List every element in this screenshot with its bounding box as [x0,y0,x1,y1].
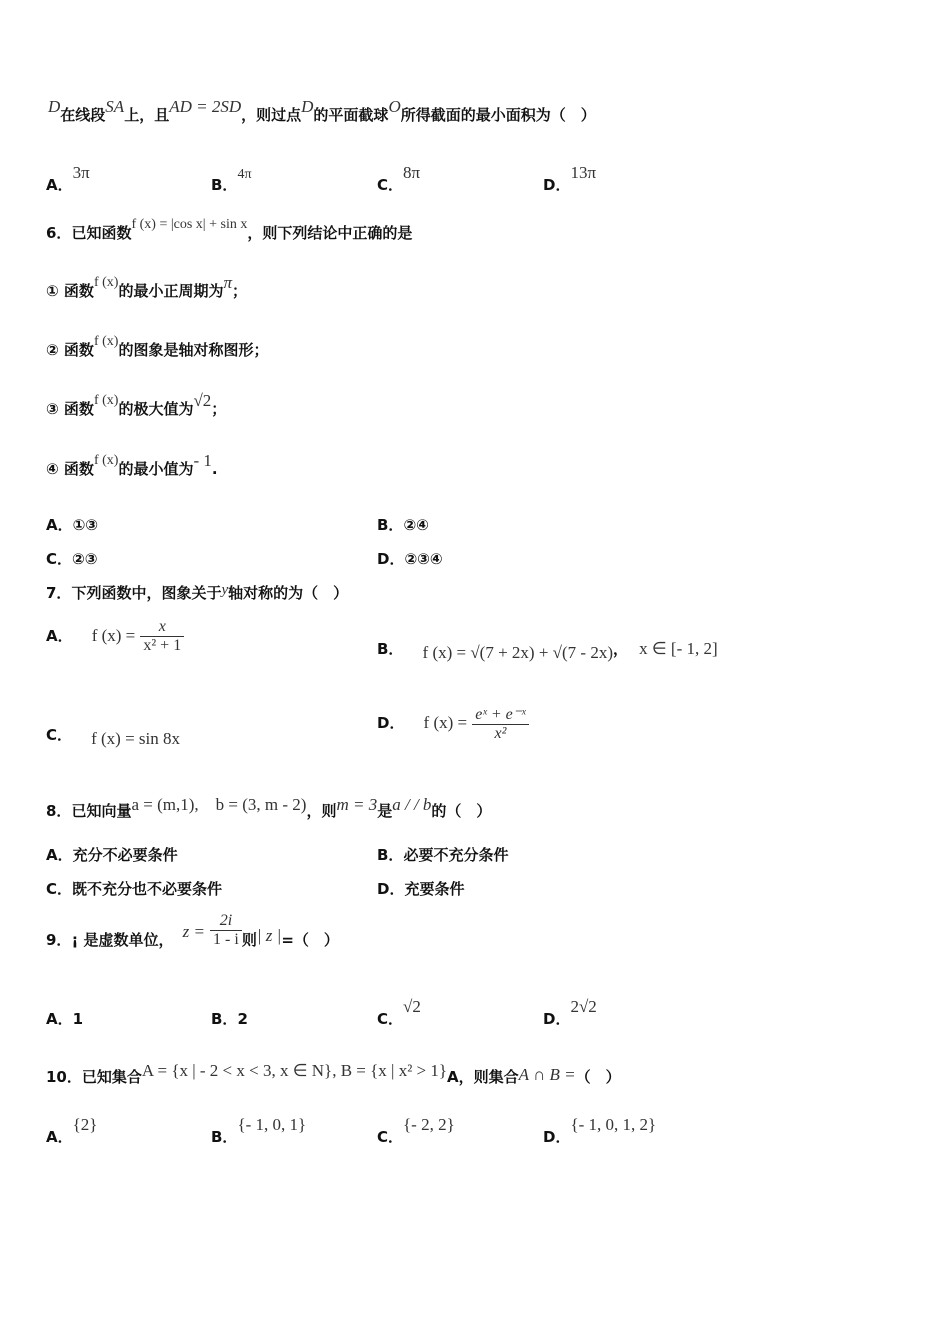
statement-text: 的图象是轴对称图形； [118,341,269,359]
q6-option-b[interactable] [377,514,429,535]
option-value: ②③ [72,550,98,568]
q5-option-d[interactable] [543,162,597,194]
math-function: f (x) [93,393,119,408]
statement-prefix: ② 函数 [46,341,94,359]
q10-option-b[interactable] [211,1114,307,1146]
statement-end: ； [231,282,247,300]
option-label: A． [46,176,73,194]
q6-text: ，则下列结论中正确的是 [247,224,413,242]
math-segment: SA [105,97,125,116]
math-value: √2 [193,391,212,410]
q9-option-d[interactable] [543,996,597,1028]
q7-text: 下列函数中，图象关于 [71,584,222,602]
question-number: 8． [46,802,72,820]
q5-stem [48,97,596,125]
option-value: 13π [570,163,597,182]
q9-option-c[interactable] [377,996,421,1028]
option-value: 充要条件 [404,880,465,898]
q10-text: （ ） [575,1068,621,1086]
q8-text: 的（ ） [431,802,492,820]
math-domain: x ∈ [- 1, 2] [639,639,718,658]
q5-option-b[interactable] [211,162,252,194]
option-label: C． [377,1128,404,1146]
option-label: B． [377,516,404,534]
q5-option-c[interactable] [377,162,421,194]
q7-option-b[interactable] [377,638,718,662]
fraction-numerator: x [158,618,166,635]
option-value: 4π [237,167,252,182]
option-label: A． [46,846,73,864]
statement-end: ； [211,400,227,418]
math-point: D [301,97,314,116]
math-intersection: A ∩ B = [518,1065,576,1084]
option-label: A． [46,627,73,645]
q8-option-d[interactable] [377,878,464,899]
q6-statement-1 [46,273,247,301]
option-label: D． [543,176,571,194]
q10-text: A，则集合 [447,1068,519,1086]
math-function: f (x) [93,334,119,349]
option-label: B． [377,640,404,658]
q7-option-d[interactable] [377,704,529,743]
math-fraction [472,704,528,743]
q9-text: =（ ） [281,931,339,949]
statement-text: 的极大值为 [118,400,194,418]
option-value: ②④ [403,516,429,534]
option-label: D． [377,714,405,732]
math-fraction [210,912,242,949]
q10-option-a[interactable] [46,1114,98,1146]
math-value: π [223,273,232,292]
math-function: f (x) = sin 8x [91,729,181,748]
question-number: 9． [46,931,72,949]
q5-option-a[interactable] [46,162,90,194]
option-value: {2} [72,1115,98,1134]
option-value: 充分不必要条件 [72,846,178,864]
statement-text: 的最小值为 [118,460,194,478]
option-label: D． [377,880,405,898]
q9-text: ¡ 是虚数单位， [71,931,174,949]
option-value: {- 2, 2} [403,1115,455,1134]
option-value: {- 1, 0, 1} [237,1115,307,1134]
math-fraction [140,618,184,655]
option-label: A． [46,1010,73,1028]
q10-option-c[interactable] [377,1114,455,1146]
statement-text: 的最小正周期为 [118,282,224,300]
option-label: C． [46,880,73,898]
q9-stem [46,912,339,949]
math-equation: AD = 2SD [169,97,242,116]
option-value: 1 [72,1010,84,1028]
q10-stem [46,1061,621,1087]
fraction-numerator: 2i [219,912,233,929]
q8-stem [46,796,491,821]
fraction-numerator: eˣ + e⁻ˣ [475,706,526,723]
math-lhs: f (x) = [423,713,468,732]
q9-option-b[interactable] [211,1008,248,1029]
separator: ， [613,640,629,658]
math-condition: m = 3 [336,795,378,814]
fraction-denominator: x² + 1 [140,636,184,655]
option-label: B． [211,176,238,194]
option-label: B． [211,1128,238,1146]
q5-text: 上，且 [124,106,170,124]
option-value: ①③ [72,516,99,534]
option-label: C． [377,1010,404,1028]
q7-option-c[interactable] [46,724,181,748]
q6-option-c[interactable] [46,548,97,569]
option-value: 必要不充分条件 [403,846,509,864]
math-point: D [48,97,61,116]
option-value: 既不充分也不必要条件 [72,880,223,898]
q8-option-b[interactable] [377,844,508,865]
option-label: B． [211,1010,238,1028]
q5-text: ，则过点 [241,106,302,124]
option-value: 2 [237,1010,248,1028]
option-label: D． [543,1128,571,1146]
math-lhs: z = [182,922,205,941]
option-value: 2√2 [570,997,597,1016]
math-sets: A = {x | - 2 < x < 3, x ∈ N}, B = {x | x² > 1} [141,1061,448,1080]
statement-prefix: ④ 函数 [46,460,94,478]
option-label: C． [46,726,73,744]
q8-option-c[interactable] [46,878,222,899]
q8-text: 是 [377,802,393,820]
q8-text: ，则 [306,802,337,820]
statement-prefix: ③ 函数 [46,400,94,418]
fraction-denominator: 1 - i [210,930,242,949]
option-label: C． [377,176,404,194]
q6-stem [46,217,413,243]
fraction-denominator: x² [472,724,528,743]
option-value: √2 [403,997,421,1016]
option-label: D． [543,1010,571,1028]
q6-option-a[interactable] [46,514,98,535]
option-value: 8π [403,163,421,182]
q5-text: 在线段 [60,106,106,124]
question-number: 6． [46,224,72,242]
q7-option-a[interactable] [46,618,184,655]
math-value: - 1 [193,451,212,470]
q6-option-d[interactable] [377,548,443,569]
math-relation: a / / b [392,795,432,814]
option-label: A． [46,1128,73,1146]
q6-text: 已知函数 [71,224,132,242]
math-function: f (x) = √(7 + 2x) + √(7 - 2x) [422,643,613,662]
q6-statement-2 [46,334,269,360]
q8-text: 已知向量 [71,802,132,820]
math-function: f (x) [93,275,119,290]
option-value: 3π [72,163,90,182]
question-number: 7． [46,584,72,602]
math-sphere: O [388,97,401,116]
math-modulus: | z | [256,926,282,945]
math-function: f (x) [93,453,119,468]
option-value: ②③④ [404,550,443,568]
q8-option-a[interactable] [46,844,178,865]
q9-option-a[interactable] [46,1008,83,1029]
option-label: C． [46,550,73,568]
q6-statement-3 [46,391,227,419]
statement-prefix: ① 函数 [46,282,94,300]
math-lhs: f (x) = [91,626,136,645]
q5-text: 的平面截球 [313,106,389,124]
q9-text: 则 [241,931,257,949]
q10-text: 已知集合 [81,1068,142,1086]
math-function: f (x) = |cos x| + sin x [131,217,248,232]
option-label: D． [377,550,405,568]
q7-stem [46,582,348,603]
math-axis: y [221,582,229,598]
q10-option-d[interactable] [543,1114,657,1146]
question-number: 10． [46,1068,82,1086]
q6-statement-4 [46,451,218,479]
math-vectors: a = (m,1), b = (3, m - 2) [131,795,307,814]
option-label: B． [377,846,404,864]
q7-text: 轴对称的为（ ） [228,584,349,602]
option-label: A． [46,516,73,534]
option-value: {- 1, 0, 1, 2} [570,1115,657,1134]
statement-end: . [211,460,218,478]
q5-text: 所得截面的最小面积为（ ） [400,106,596,124]
